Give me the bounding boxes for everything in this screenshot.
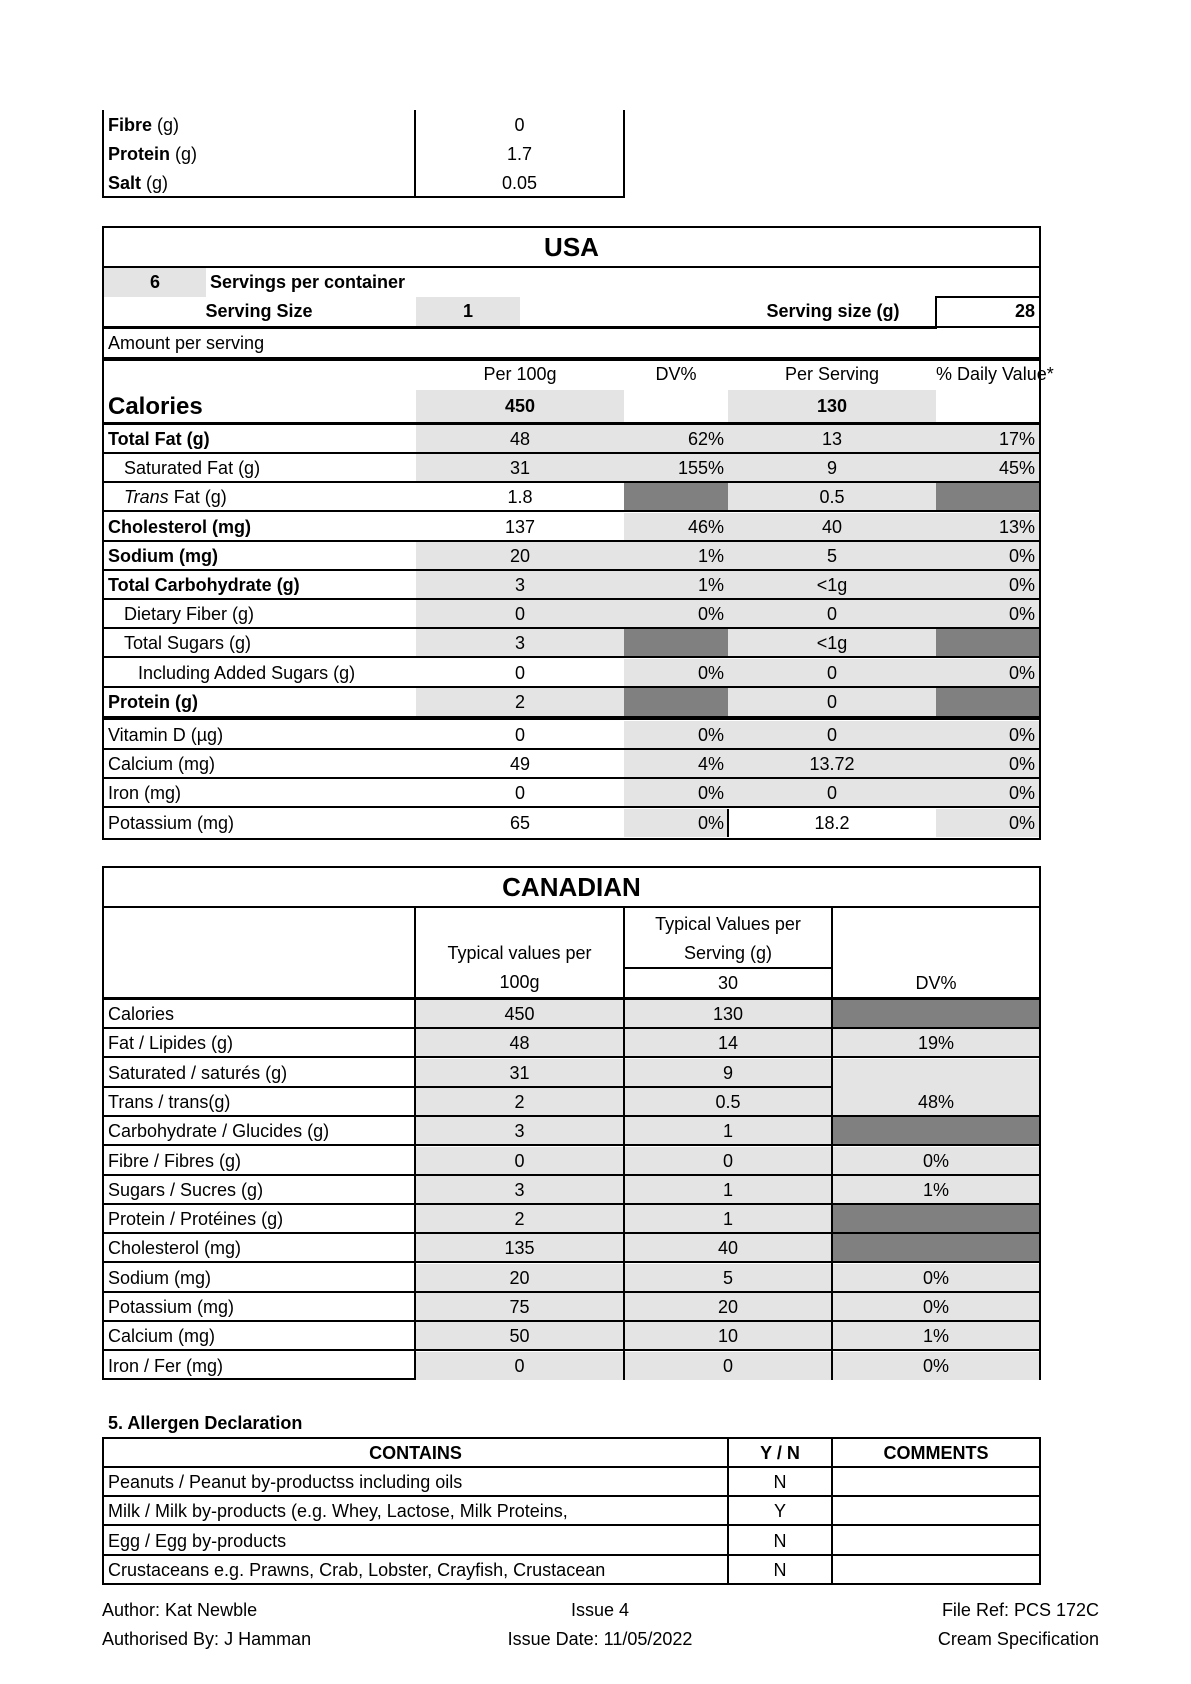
per100g-value: 31 xyxy=(416,454,624,482)
per100g-value: 0 xyxy=(514,663,525,683)
dv-percent: 1% xyxy=(624,542,728,570)
dv-percent: 1% xyxy=(833,1322,1039,1350)
dv-percent xyxy=(833,1000,1039,1028)
per100g-value: 48 xyxy=(416,425,624,453)
dv-percent: 0% xyxy=(624,600,728,628)
per-serving-value: <1g xyxy=(728,629,936,657)
per-serving-value: 0.5 xyxy=(728,483,936,511)
per-serving-value: 0 xyxy=(728,779,936,807)
nutrient-label: Fat / Lipides (g) xyxy=(108,1033,234,1053)
nutrient-label: Total Fat (g) xyxy=(108,429,210,449)
per100g-value: 137 xyxy=(504,517,536,537)
footer-document-title: Cream Specification xyxy=(937,1629,1099,1649)
nutrient-label: Carbohydrate / Glucides (g) xyxy=(108,1121,330,1141)
dv-percent: 0% xyxy=(833,1293,1039,1321)
col-header-contains: CONTAINS xyxy=(369,1443,462,1463)
col-header-per100g: Per 100g xyxy=(483,364,557,384)
daily-value-percent: 0% xyxy=(936,600,1039,628)
calories-per-serving: 130 xyxy=(728,390,936,422)
daily-value-percent: 0% xyxy=(936,721,1039,749)
servings-per-container-label: Servings per container xyxy=(210,272,406,292)
divider xyxy=(102,906,1041,908)
nutrient-label: Saturated / saturés (g) xyxy=(108,1063,288,1083)
per100g-value: 65 xyxy=(509,813,531,833)
dv-percent: 1% xyxy=(833,1176,1039,1204)
per100g-value: 20 xyxy=(416,1264,623,1292)
nutrient-label: Trans Fat (g) xyxy=(124,487,227,507)
row-value-protein: 1.7 xyxy=(506,144,533,164)
dv-percent xyxy=(624,629,728,657)
per-serving-value: 9 xyxy=(728,454,936,482)
footer-issue: Issue 4 xyxy=(570,1600,630,1620)
daily-value-percent: 0% xyxy=(936,750,1039,778)
per-serving-value: 5 xyxy=(728,542,936,570)
nutrient-label: Potassium (mg) xyxy=(108,813,235,833)
col-header-dv: DV% xyxy=(915,973,957,993)
per100g-value: 0 xyxy=(416,1147,623,1175)
dv-percent xyxy=(833,1234,1039,1262)
nutrient-label: Total Sugars (g) xyxy=(124,633,252,653)
per-serving-value: 0 xyxy=(728,600,936,628)
nutrient-label: Sodium (mg) xyxy=(108,546,218,566)
per-serving-value: 1 xyxy=(625,1117,831,1145)
row-value-salt: 0.05 xyxy=(501,173,538,193)
per-serving-value: 13.72 xyxy=(728,750,936,778)
daily-value-percent: 0% xyxy=(936,571,1039,599)
dv-percent: 0% xyxy=(624,659,728,687)
dv-percent: 0% xyxy=(833,1264,1039,1292)
dv-percent: 62% xyxy=(624,425,728,453)
allergen-contains: Milk / Milk by-products (e.g. Whey, Lactose, Milk Proteins, xyxy=(108,1501,568,1521)
daily-value-percent: 0% xyxy=(936,542,1039,570)
daily-value-percent: 0% xyxy=(936,779,1039,807)
per100g-value: 3 xyxy=(416,1117,623,1145)
per-serving-value: 20 xyxy=(625,1293,831,1321)
per-serving-value: 1 xyxy=(625,1205,831,1233)
per100g-value: 31 xyxy=(416,1059,623,1087)
per-serving-value: 14 xyxy=(625,1029,831,1057)
allergen-yn: N xyxy=(773,1531,787,1551)
per-serving-value: 0 xyxy=(728,721,936,749)
footer-issue-date: Issue Date: 11/05/2022 xyxy=(507,1629,693,1649)
nutrient-label: Calories xyxy=(108,1004,175,1024)
nutrient-label: Saturated Fat (g) xyxy=(124,458,261,478)
nutrient-label: Calcium (mg) xyxy=(108,1326,216,1346)
nutrient-label: Including Added Sugars (g) xyxy=(138,663,356,683)
per100g-value: 20 xyxy=(416,542,624,570)
per100g-value: 50 xyxy=(416,1322,623,1350)
allergen-yn: N xyxy=(773,1560,787,1580)
per100g-value: 2 xyxy=(416,1088,623,1116)
per-serving-value: 13 xyxy=(728,425,936,453)
divider xyxy=(102,1056,1041,1058)
nutrient-label: Cholesterol (mg) xyxy=(108,1238,242,1258)
per-serving-value: 5 xyxy=(625,1264,831,1292)
col-header-dv: DV% xyxy=(655,364,697,384)
calories-label: Calories xyxy=(108,393,203,420)
nutrient-label: Protein (g) xyxy=(108,692,198,712)
daily-value-percent: 0% xyxy=(936,659,1039,687)
nutrient-label: Cholesterol (mg) xyxy=(108,517,252,537)
divider xyxy=(102,716,1041,720)
col-header-per-serving-line2: Serving (g) xyxy=(683,943,773,963)
per-serving-value: <1g xyxy=(728,571,936,599)
per-serving-value: 1 xyxy=(625,1176,831,1204)
dv-percent: 0% xyxy=(624,809,728,837)
dv-percent: 48% xyxy=(917,1092,955,1112)
col-header-per100g-line2: 100g xyxy=(499,972,540,992)
nutrient-label: Dietary Fiber (g) xyxy=(124,604,255,624)
dv-percent: 1% xyxy=(624,571,728,599)
daily-value-percent: 0% xyxy=(936,809,1039,837)
nutrient-label: Fibre / Fibres (g) xyxy=(108,1151,242,1171)
dv-percent: 0% xyxy=(833,1147,1039,1175)
col-header-comments: COMMENTS xyxy=(883,1443,989,1463)
col-header-per100g-line1: Typical values per xyxy=(447,943,592,963)
per100g-value: 0 xyxy=(514,783,525,803)
per-serving-value: 130 xyxy=(625,1000,831,1028)
nutrient-label: Protein / Protéines (g) xyxy=(108,1209,284,1229)
divider xyxy=(727,809,729,837)
per-serving-value: 0 xyxy=(728,688,936,716)
row-value-fibre: 0 xyxy=(514,115,525,135)
per100g-value: 0 xyxy=(416,1352,623,1380)
per100g-value: 0 xyxy=(514,725,525,745)
per100g-value: 135 xyxy=(416,1234,623,1262)
serving-size-g-value: 28 xyxy=(1014,301,1035,321)
per-serving-value: 0.5 xyxy=(625,1088,831,1116)
allergen-contains: Crustaceans e.g. Prawns, Crab, Lobster, Crayfish, Crustacean xyxy=(108,1560,606,1580)
allergen-yn: N xyxy=(773,1472,787,1492)
nutrient-label: Total Carbohydrate (g) xyxy=(108,575,300,595)
dv-percent: 0% xyxy=(624,779,728,807)
per-serving-value: 18.2 xyxy=(814,813,850,833)
daily-value-percent: 17% xyxy=(936,425,1039,453)
dv-percent xyxy=(624,688,728,716)
dv-percent xyxy=(833,1205,1039,1233)
nutrient-label: Sugars / Sucres (g) xyxy=(108,1180,264,1200)
divider xyxy=(102,1144,1041,1146)
serving-g-value: 30 xyxy=(717,973,739,993)
col-header-daily-value: % Daily Value* xyxy=(936,364,1054,384)
col-header-per-serving: Per Serving xyxy=(784,364,880,384)
allergen-yn: Y xyxy=(773,1501,786,1521)
per100g-value: 3 xyxy=(416,629,624,657)
serving-size-value: 1 xyxy=(416,297,520,326)
nutrient-label: Iron (mg) xyxy=(108,783,182,803)
per100g-value: 2 xyxy=(416,1205,623,1233)
per-serving-value: 0 xyxy=(625,1352,831,1380)
serving-size-g-label: Serving size (g) xyxy=(766,301,900,321)
calories-per100g: 450 xyxy=(416,390,624,422)
dv-percent xyxy=(624,483,728,511)
per100g-value: 49 xyxy=(509,754,531,774)
serving-size-label: Serving Size xyxy=(205,301,313,321)
per100g-value: 2 xyxy=(416,688,624,716)
daily-value-percent xyxy=(936,483,1039,511)
footer-authorised-by: Authorised By: J Hamman xyxy=(102,1629,312,1649)
usa-title: USA xyxy=(544,232,599,262)
allergen-section-title: 5. Allergen Declaration xyxy=(108,1413,303,1433)
amount-per-serving-label: Amount per serving xyxy=(108,333,265,353)
per-serving-value: 0 xyxy=(728,659,936,687)
dv-percent: 4% xyxy=(624,750,728,778)
divider xyxy=(102,806,1041,808)
daily-value-percent xyxy=(936,629,1039,657)
per100g-value: 3 xyxy=(416,1176,623,1204)
divider xyxy=(102,510,1041,512)
dv-percent: 46% xyxy=(624,513,728,541)
per100g-value: 450 xyxy=(416,1000,623,1028)
divider xyxy=(623,110,625,198)
col-header-per-serving-line1: Typical Values per xyxy=(655,914,801,934)
dv-percent: 19% xyxy=(833,1029,1039,1057)
per-serving-value: 0 xyxy=(625,1147,831,1175)
divider xyxy=(102,656,1041,658)
allergen-contains: Peanuts / Peanut by-productss including oils xyxy=(108,1472,463,1492)
servings-per-container-value: 6 xyxy=(104,268,206,297)
nutrient-label: Sodium (mg) xyxy=(108,1268,212,1288)
allergen-contains: Egg / Egg by-products xyxy=(108,1531,287,1551)
dv-percent: 155% xyxy=(624,454,728,482)
divider xyxy=(935,326,1041,328)
per-serving-value: 40 xyxy=(625,1234,831,1262)
row-label-fibre: Fibre (g) xyxy=(108,115,180,135)
daily-value-percent xyxy=(936,688,1039,716)
row-label-protein: Protein (g) xyxy=(108,144,198,164)
dv-percent: 0% xyxy=(624,721,728,749)
footer-file-ref: File Ref: PCS 172C xyxy=(941,1600,1099,1620)
nutrient-label: Iron / Fer (mg) xyxy=(108,1356,224,1376)
per-serving-value: 40 xyxy=(728,513,936,541)
per100g-value: 48 xyxy=(416,1029,623,1057)
col-header-yn: Y / N xyxy=(760,1443,800,1463)
nutrient-label: Potassium (mg) xyxy=(108,1297,235,1317)
per100g-value: 0 xyxy=(416,600,624,628)
nutrient-label: Vitamin D (µg) xyxy=(108,725,224,745)
nutrient-label: Calcium (mg) xyxy=(108,754,216,774)
per-serving-value: 10 xyxy=(625,1322,831,1350)
row-label-salt: Salt (g) xyxy=(108,173,169,193)
per-serving-value: 9 xyxy=(625,1059,831,1087)
nutrient-label: Trans / trans(g) xyxy=(108,1092,231,1112)
daily-value-percent: 13% xyxy=(936,513,1039,541)
divider xyxy=(102,1524,1041,1526)
dv-percent: 0% xyxy=(833,1352,1039,1380)
daily-value-percent: 45% xyxy=(936,454,1039,482)
per100g-value: 75 xyxy=(416,1293,623,1321)
footer-author: Author: Kat Newble xyxy=(102,1600,258,1620)
divider xyxy=(102,1261,1041,1263)
divider xyxy=(102,1349,1041,1351)
per100g-value: 1.8 xyxy=(507,487,533,507)
canadian-title: CANADIAN xyxy=(502,872,641,902)
per100g-value: 3 xyxy=(416,571,624,599)
dv-percent xyxy=(833,1117,1039,1145)
